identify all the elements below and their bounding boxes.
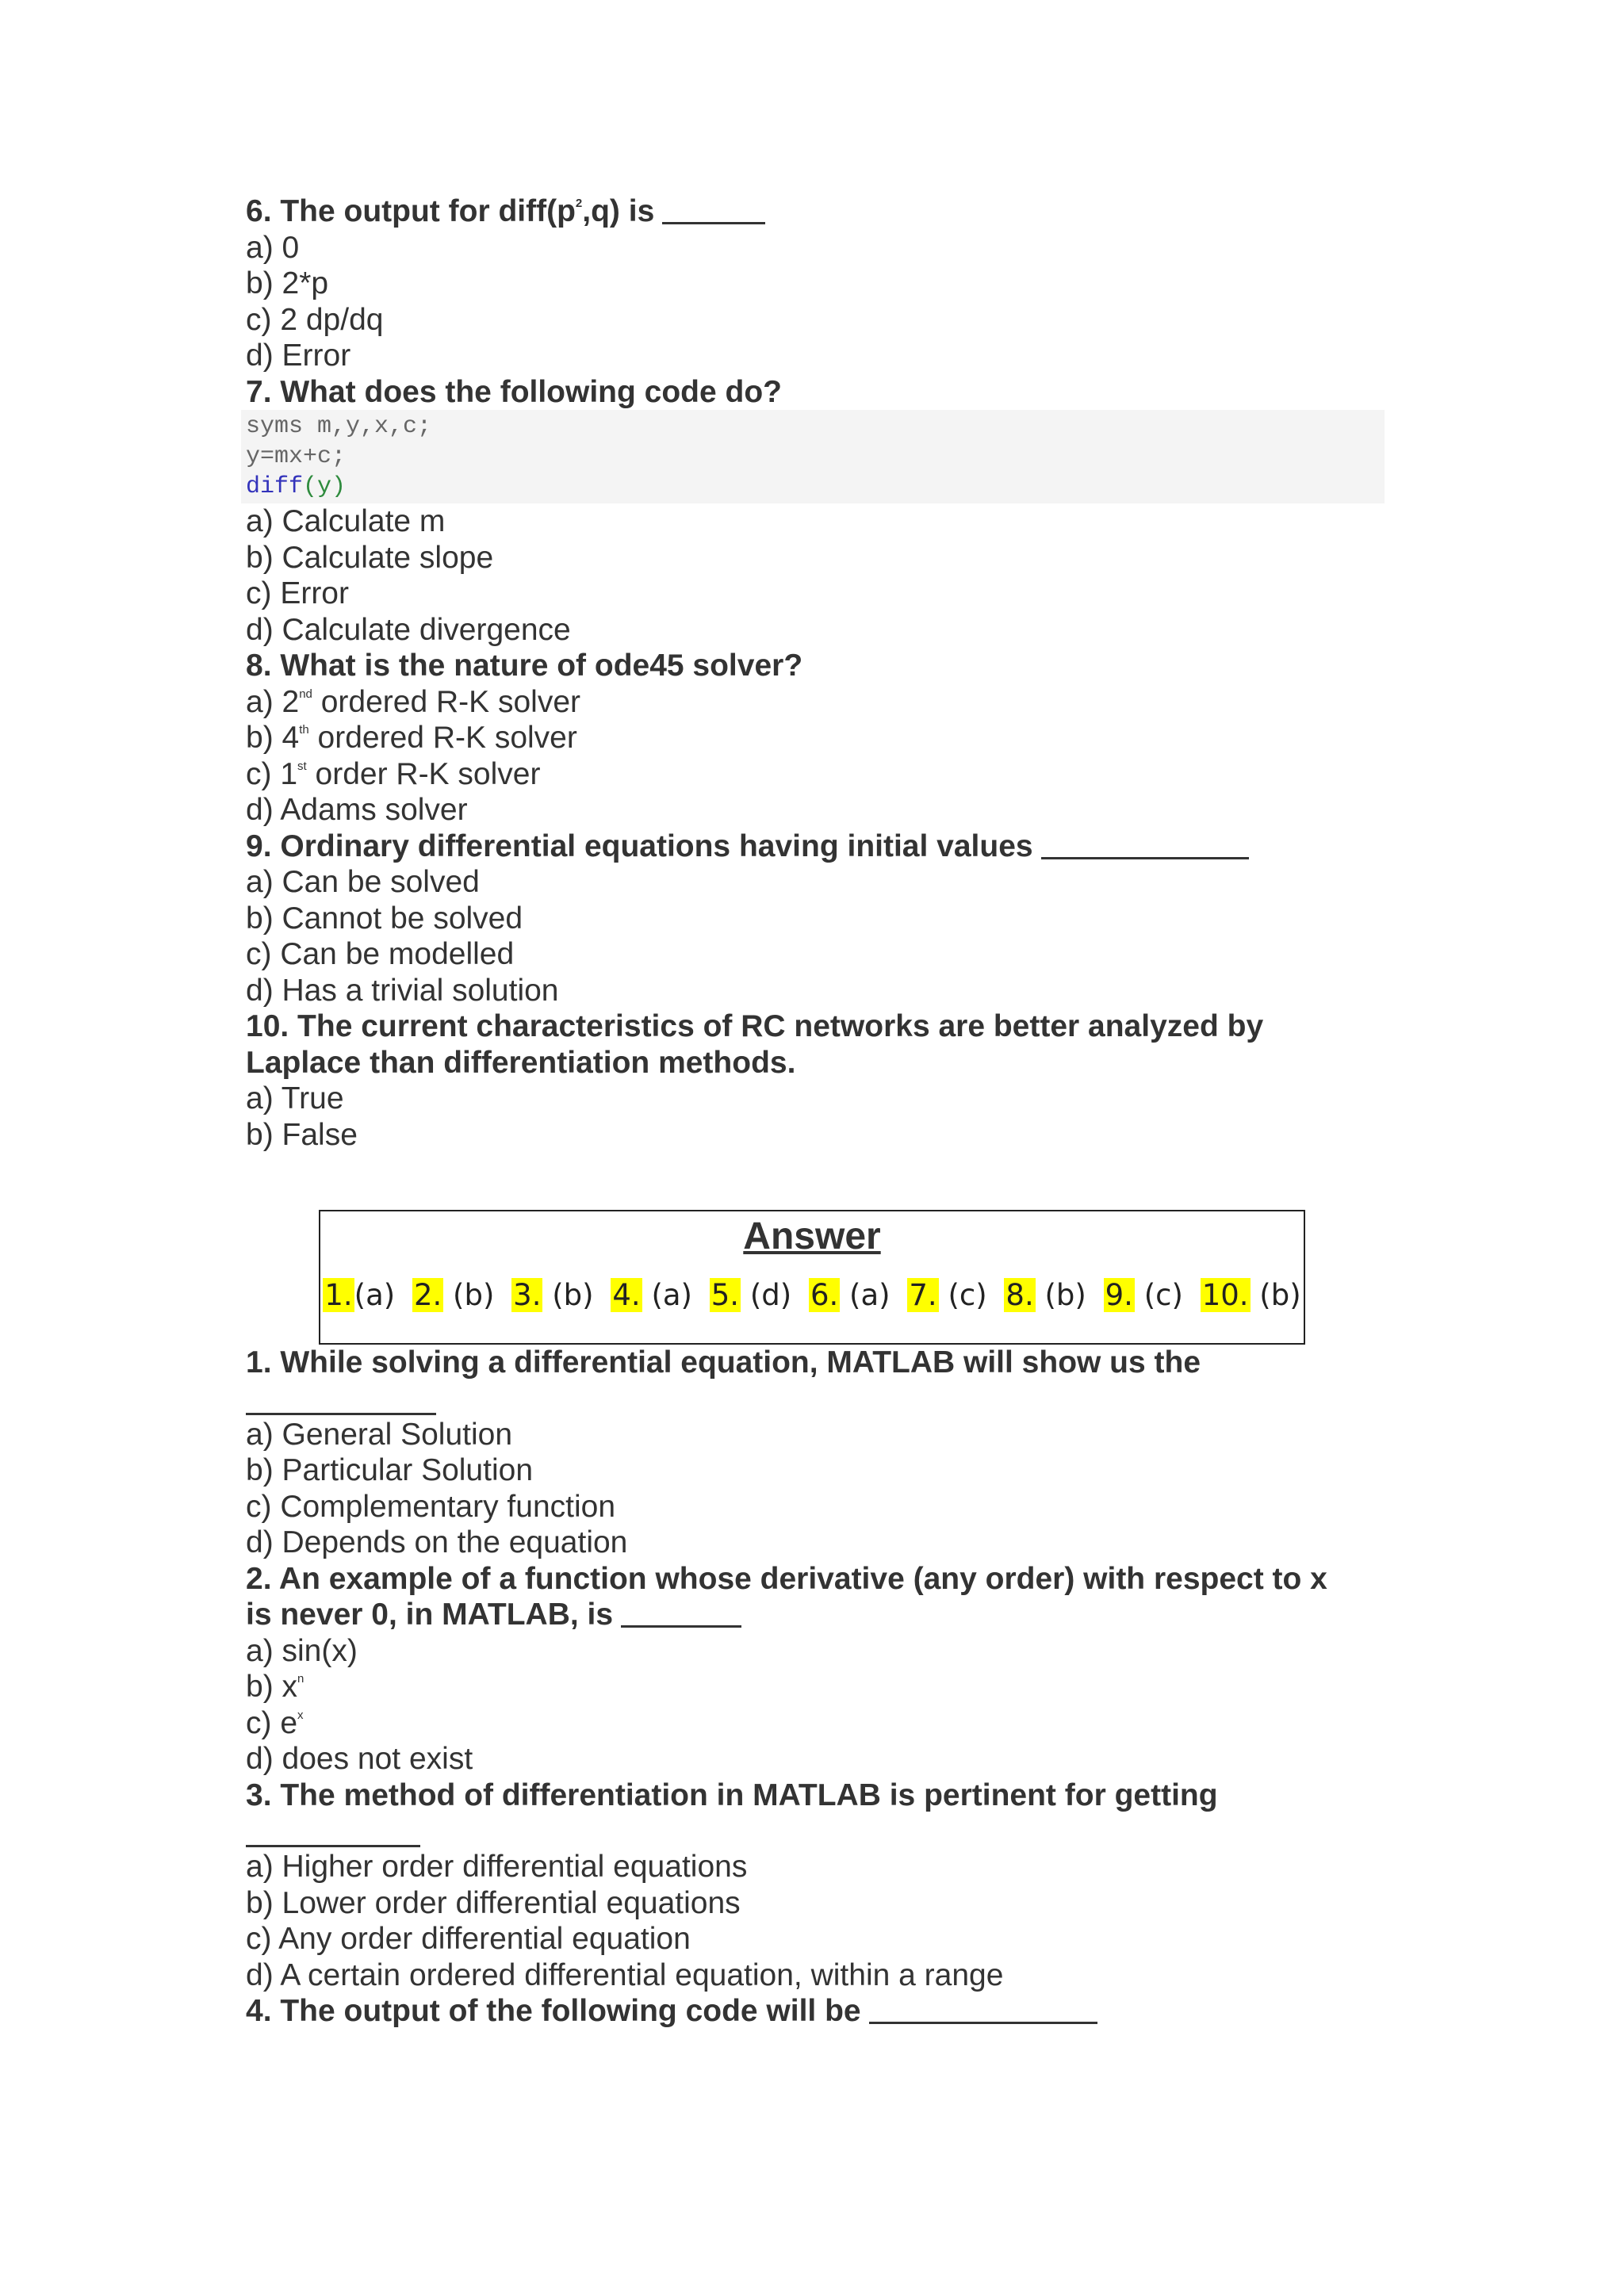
option: d) does not exist (246, 1742, 473, 1776)
option-text: b) 4 (246, 721, 300, 755)
superscript: nd (299, 687, 312, 701)
superscript: th (299, 723, 309, 737)
option: b) Calculate slope (246, 540, 494, 575)
answer-number: 1. (324, 1278, 353, 1312)
question-4 (246, 1993, 1396, 2030)
option-text: c) e (246, 1705, 298, 1740)
option (246, 1705, 1396, 1742)
option: d) Depends on the equation (246, 1525, 628, 1559)
option: a) General Solution (246, 1417, 513, 1452)
option: c) Error (246, 576, 349, 610)
option (246, 1669, 1396, 1705)
question-10: 10. The current characteristics of RC networks are better analyzed by (246, 1009, 1264, 1043)
code-line: y=mx+c; (246, 443, 347, 470)
answer-number: 6. (810, 1278, 839, 1312)
option: b) 2*p (246, 266, 329, 300)
answer-number: 8. (1005, 1278, 1034, 1312)
question-2-cont (246, 1597, 1396, 1633)
option (246, 720, 1396, 756)
option: c) Any order differential equation (246, 1922, 691, 1956)
superscript: n (297, 1672, 304, 1686)
question-text: is never 0, in MATLAB, is (246, 1598, 614, 1632)
question-1: 1. While solving a differential equation, MATLAB will show us the (246, 1345, 1201, 1380)
option: a) True (246, 1081, 344, 1115)
answer-blank (1041, 857, 1249, 859)
answer-blank (246, 1845, 420, 1847)
option: a) 0 (246, 230, 300, 265)
answer-number: 3. (513, 1278, 542, 1312)
answer-blank (869, 2022, 1097, 2024)
option-text: b) x (246, 1670, 298, 1704)
answer-value: (b) (552, 1278, 594, 1312)
questions-part-2 (246, 1345, 1396, 2030)
option-text: ordered R-K solver (308, 721, 577, 755)
option-text: order R-K solver (306, 756, 541, 791)
question-2: 2. An example of a function whose derivative (any order) with respect to x (246, 1561, 1327, 1596)
question-text: 9. Ordinary differential equations having initial values (246, 828, 1033, 863)
option (246, 756, 1396, 793)
option: c) Complementary function (246, 1489, 616, 1524)
answer-value: (c) (1143, 1278, 1183, 1312)
option-text: c) 1 (246, 756, 298, 791)
option: d) A certain ordered differential equation, within a range (246, 1957, 1004, 1992)
option: d) Calculate divergence (246, 612, 571, 647)
answer-value: (a) (849, 1278, 891, 1312)
option: c) Can be modelled (246, 937, 515, 971)
superscript: x (297, 1708, 304, 1722)
option: a) Can be solved (246, 865, 480, 899)
option: d) Error (246, 339, 351, 373)
answer-number: 9. (1105, 1278, 1133, 1312)
answer-value: (b) (453, 1278, 495, 1312)
answer-number: 5. (710, 1278, 740, 1312)
answer-blank (621, 1625, 741, 1628)
code-line (246, 472, 1385, 502)
answer-number: 10. (1201, 1278, 1249, 1312)
questions-part-1 (246, 193, 1396, 1153)
option: b) Cannot be solved (246, 901, 523, 936)
superscript: st (297, 759, 307, 773)
option: b) False (246, 1117, 358, 1152)
option: d) Adams solver (246, 793, 468, 827)
question-6 (246, 193, 1396, 230)
option: a) Calculate m (246, 504, 446, 538)
answer-value: (a) (651, 1278, 692, 1312)
option: b) Lower order differential equations (246, 1885, 741, 1920)
option: c) 2 dp/dq (246, 302, 384, 337)
option-text: a) 2 (246, 684, 300, 719)
answer-key-box (319, 1210, 1305, 1345)
question-7: 7. What does the following code do? (246, 374, 782, 409)
code-block (241, 410, 1385, 503)
option: a) sin(x) (246, 1633, 358, 1668)
superscript: 2 (575, 197, 583, 210)
option: d) Has a trivial solution (246, 973, 559, 1008)
question-10-cont: Laplace than differentiation methods. (246, 1045, 796, 1080)
answer-blank (662, 222, 765, 224)
code-line: syms m,y,x,c; (246, 413, 432, 440)
answer-value: (b) (1044, 1278, 1086, 1312)
question-text: 6. The output for diff(p (246, 194, 576, 228)
question-8: 8. What is the nature of ode45 solver? (246, 649, 803, 683)
answer-value: (b) (1259, 1278, 1301, 1312)
answer-blank (246, 1413, 436, 1415)
option: b) Particular Solution (246, 1453, 534, 1487)
question-9 (246, 828, 1396, 865)
answer-keys (320, 1278, 1304, 1312)
option: a) Higher order differential equations (246, 1850, 748, 1884)
answer-title: Answer (743, 1215, 881, 1257)
code-keyword: diff (246, 473, 304, 500)
question-text: 4. The output of the following code will be (246, 1994, 861, 2028)
answer-value: (d) (749, 1278, 792, 1312)
answer-number: 7. (909, 1278, 937, 1312)
answer-value: (a) (354, 1278, 396, 1312)
answer-number: 2. (413, 1278, 442, 1312)
answer-number: 4. (612, 1278, 641, 1312)
code-args: (y) (303, 473, 347, 500)
answer-value: (c) (948, 1278, 987, 1312)
question-text: ,q) is (582, 194, 655, 228)
option-text: ordered R-K solver (312, 684, 581, 719)
option (246, 684, 1396, 721)
question-3: 3. The method of differentiation in MATLAB is pertinent for getting (246, 1777, 1218, 1812)
